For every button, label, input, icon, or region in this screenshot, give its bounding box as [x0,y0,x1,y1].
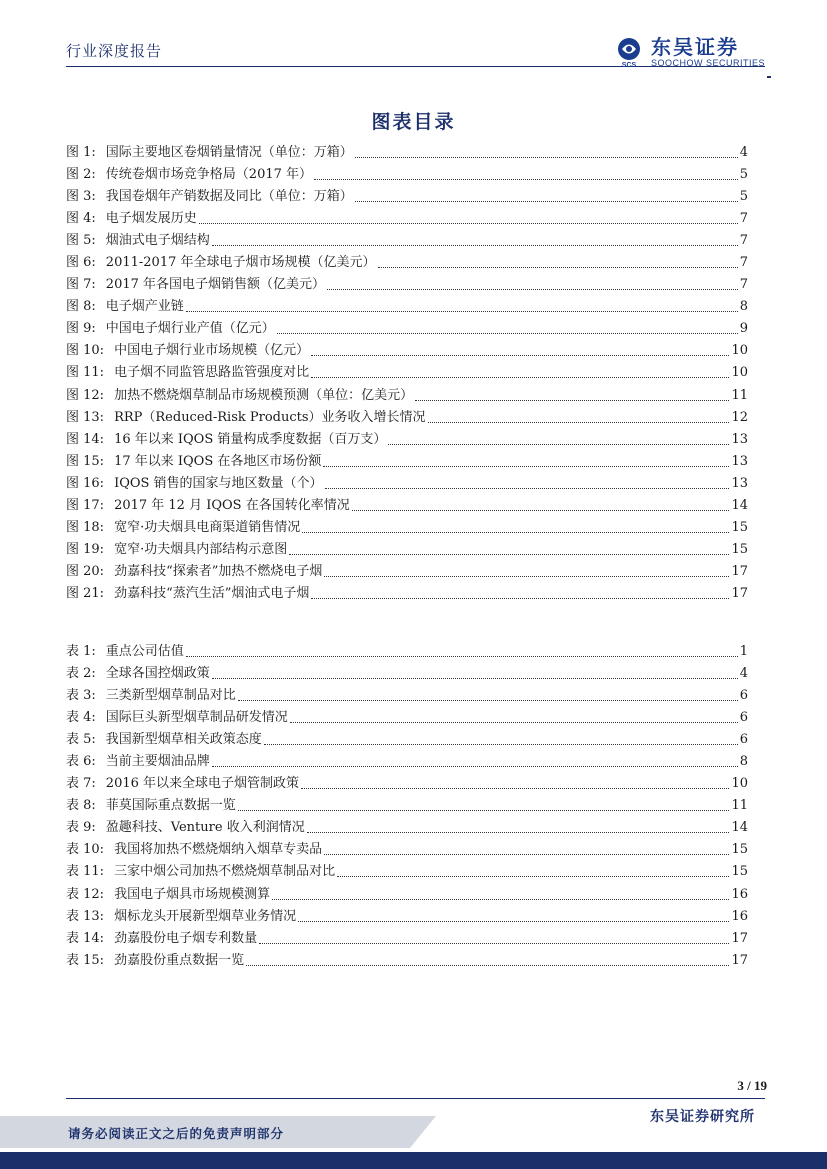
toc-entry-number: 表 14: [66,930,105,946]
toc-entry-number: 图 7: [66,277,96,293]
toc-dot-leader [186,647,738,657]
toc-entry-number: 表 12: [66,886,105,902]
footer-bottom-bar [0,1152,827,1169]
toc-entry-page: 7 [739,255,748,271]
toc-entry-page: 17 [731,585,748,601]
toc-dot-leader [212,757,738,767]
toc-entry-number: 图 3: [66,189,96,205]
toc-entry-label: 电子烟发展历史 [105,211,197,227]
toc-entry[interactable] [66,186,748,208]
toc-dot-leader [212,236,738,246]
toc-entry-number: 表 8: [66,798,96,814]
toc-entry-label: 当前主要烟油品牌 [105,754,210,770]
toc-entry[interactable] [66,707,748,729]
brand-logo-icon [613,36,645,68]
toc-dot-leader [337,867,729,877]
toc-entry-page: 13 [731,453,748,469]
toc-entry-number: 表 13: [66,908,105,924]
toc-dot-leader [352,501,730,511]
toc-entry-page: 6 [739,710,748,726]
toc-entry-number: 表 4: [66,710,96,726]
toc-entry-number: 图 6: [66,255,96,271]
toc-dot-leader [378,258,738,268]
toc-entry-number: 表 7: [66,776,96,792]
toc-dot-leader [415,391,729,401]
toc-entry-page: 10 [731,343,748,359]
toc-entry-page: 16 [731,886,748,902]
toc-entry-number: 图 4: [66,211,96,227]
toc-entry-page: 13 [731,431,748,447]
toc-entry-number: 图 14: [66,431,105,447]
toc-entry[interactable] [66,230,748,252]
toc-entry-page: 11 [731,798,748,814]
toc-dot-leader [298,912,729,922]
toc-entry-page: 6 [739,688,748,704]
toc-entry[interactable] [66,473,748,495]
toc-dot-leader [290,713,738,723]
toc-entry-page: 4 [739,666,748,682]
toc-entry-label: 我国卷烟年产销数据及同比（单位：万箱） [105,189,353,205]
toc-entry-page: 8 [739,299,748,315]
toc-entry-number: 图 11: [66,365,105,381]
toc-entry-label: 中国电子烟行业产值（亿元） [105,321,275,337]
toc-entry-number: 图 19: [66,541,105,557]
toc-dot-leader [324,845,729,855]
toc-entry-label: 2017 年各国电子烟销售额（亿美元） [105,277,326,293]
figure-toc [66,142,748,605]
toc-entry-label: 劲嘉科技“探索者”加热不燃烧电子烟 [114,563,323,579]
toc-entry[interactable] [66,252,748,274]
toc-entry-page: 10 [731,776,748,792]
toc-entry-number: 图 12: [66,387,105,403]
logo-en: SOOCHOW SECURITIES [650,58,765,68]
page-number: 3 / 19 [737,1078,767,1093]
toc-entry[interactable] [66,517,748,539]
toc-entry-label: 加热不燃烧烟草制品市场规模预测（单位：亿美元） [114,387,414,403]
toc-entry[interactable] [66,641,748,663]
toc-entry-label: 16 年以来 IQOS 销量构成季度数据（百万支） [114,431,387,447]
toc-dot-leader [388,435,729,445]
toc-dot-leader [355,192,738,202]
toc-entry-number: 图 13: [66,409,105,425]
toc-entry-page: 15 [731,864,748,880]
toc-entry-label: 全球各国控烟政策 [105,666,210,682]
toc-dot-leader [238,691,738,701]
toc-entry-label: 17 年以来 IQOS 在各地区市场份额 [114,453,322,469]
toc-entry[interactable] [66,385,748,407]
toc-entry[interactable] [66,340,748,362]
footer-band-tail [410,1116,436,1148]
toc-dot-leader [323,457,729,467]
toc-dot-leader [325,479,730,489]
toc-entry-label: 宽窄·功夫烟具内部结构示意图 [114,541,288,557]
toc-entry[interactable] [66,773,748,795]
toc-dot-leader [199,214,738,224]
table-toc [66,641,748,972]
toc-entry-number: 表 5: [66,732,96,748]
toc-dot-leader [311,589,729,599]
toc-entry-number: 图 8: [66,299,96,315]
toc-entry-label: 三家中烟公司加热不燃烧烟草制品对比 [114,864,336,880]
toc-dot-leader [355,148,738,158]
toc-dot-leader [212,669,738,679]
toc-entry-number: 表 10: [66,842,105,858]
toc-entry-label: RRP（Reduced-Risk Products）业务收入增长情况 [114,409,426,425]
toc-entry[interactable] [66,561,748,583]
toc-entry[interactable] [66,583,748,605]
toc-entry-number: 图 1: [66,145,96,160]
toc-dot-leader [311,368,729,378]
logo-cn: 东吴证券 [650,35,739,59]
toc-entry-number: 表 3: [66,688,96,704]
toc-entry[interactable] [66,861,748,883]
toc-entry-label: 烟油式电子烟结构 [105,233,210,249]
toc-entry[interactable] [66,663,748,685]
toc-entry-number: 图 20: [66,563,105,579]
toc-dot-leader [272,890,729,900]
toc-entry[interactable] [66,884,748,906]
toc-entry[interactable] [66,164,748,186]
toc-entry-page: 15 [731,842,748,858]
page-title: 图表目录 [371,111,456,133]
toc-entry-page: 5 [739,167,748,183]
toc-entry-number: 图 9: [66,321,96,337]
toc-entry-page: 7 [739,211,748,227]
toc-dot-leader [259,934,729,944]
toc-entry-label: 重点公司估值 [105,644,184,659]
toc-entry-label: 电子烟产业链 [105,299,184,315]
toc-entry-page: 10 [731,365,748,381]
toc-entry-number: 表 6: [66,754,96,770]
toc-entry-number: 图 18: [66,519,105,535]
toc-entry-number: 图 17: [66,497,105,513]
toc-entry-page: 17 [731,930,748,946]
toc-entry[interactable] [66,429,748,451]
toc-entry-label: 国际主要地区卷烟销量情况（单位：万箱） [105,145,353,160]
toc-entry[interactable] [66,318,748,340]
toc-entry[interactable] [66,906,748,928]
toc-dot-leader [324,567,729,577]
toc-entry-number: 表 15: [66,952,105,968]
toc-entry-page: 4 [739,145,748,160]
toc-dot-leader [314,170,738,180]
toc-dot-leader [277,324,738,334]
toc-entry[interactable] [66,795,748,817]
toc-entry-label: 我国将加热不燃烧烟纳入烟草专卖品 [114,842,323,858]
logo-mark-text: SCS [621,62,637,68]
toc-entry-page: 8 [739,754,748,770]
toc-entry-page: 17 [731,563,748,579]
toc-entry[interactable] [66,296,748,318]
toc-entry-label: 盈趣科技、Venture 收入利润情况 [105,820,305,836]
toc-entry[interactable] [66,451,748,473]
toc-entry-page: 6 [739,732,748,748]
logo-tick-mark [767,76,771,78]
toc-entry[interactable] [66,928,748,950]
toc-entry-label: 宽窄·功夫烟具电商渠道销售情况 [114,519,301,535]
toc-dot-leader [186,302,738,312]
toc-dot-leader [327,280,738,290]
toc-entry-label: 国际巨头新型烟草制品研发情况 [105,710,288,726]
toc-entry-page: 1 [739,644,748,659]
footer-rule [66,1098,765,1099]
toc-entry-label: 我国电子烟具市场规模测算 [114,886,271,902]
toc-entry-page: 14 [731,820,748,836]
footer-organization: 东吴证券研究所 [650,1109,755,1125]
toc-entry-label: 2016 年以来全球电子烟管制政策 [105,776,300,792]
toc-dot-leader [311,346,729,356]
header-section-label: 行业深度报告 [66,42,163,60]
toc-entry-number: 图 5: [66,233,96,249]
toc-entry-page: 13 [731,475,748,491]
toc-entry-label: 劲嘉股份电子烟专利数量 [114,930,258,946]
toc-entry[interactable] [66,495,748,517]
toc-entry-page: 15 [731,541,748,557]
toc-entry[interactable] [66,817,748,839]
toc-entry-number: 表 1: [66,644,96,659]
toc-entry-label: IQOS 销售的国家与地区数量（个） [114,475,323,491]
toc-dot-leader [289,545,729,555]
toc-entry[interactable] [66,539,748,561]
toc-entry-number: 图 21: [66,585,105,601]
toc-entry-label: 劲嘉科技“蒸汽生活”烟油式电子烟 [114,585,310,601]
toc-entry-label: 电子烟不同监管思路监管强度对比 [114,365,310,381]
toc-entry-label: 2011-2017 年全球电子烟市场规模（亿美元） [105,255,376,271]
toc-entry-label: 三类新型烟草制品对比 [105,688,236,704]
toc-dot-leader [302,523,729,533]
toc-entry-page: 15 [731,519,748,535]
toc-entry-label: 菲莫国际重点数据一览 [105,798,236,814]
toc-entry[interactable] [66,142,748,164]
toc-entry-number: 图 2: [66,167,96,183]
toc-entry-label: 2017 年 12 月 IQOS 在各国转化率情况 [114,497,350,513]
toc-entry[interactable] [66,685,748,707]
toc-entry-page: 17 [731,952,748,968]
toc-entry[interactable] [66,208,748,230]
toc-entry-page: 14 [731,497,748,513]
toc-entry-number: 图 10: [66,343,105,359]
toc-entry[interactable] [66,751,748,773]
toc-dot-leader [246,956,729,966]
toc-dot-leader [301,779,729,789]
toc-entry-label: 中国电子烟行业市场规模（亿元） [114,343,310,359]
toc-entry-page: 16 [731,908,748,924]
toc-entry-number: 图 15: [66,453,105,469]
toc-entry[interactable] [66,950,748,972]
toc-entry-page: 5 [739,189,748,205]
toc-entry[interactable] [66,362,748,384]
toc-entry[interactable] [66,839,748,861]
toc-entry-label: 烟标龙头开展新型烟草业务情况 [114,908,297,924]
toc-entry-label: 我国新型烟草相关政策态度 [105,732,262,748]
toc-entry-number: 表 9: [66,820,96,836]
logo [613,36,765,68]
toc-entry-label: 传统卷烟市场竞争格局（2017 年） [105,167,313,183]
toc-entry-number: 图 16: [66,475,105,491]
toc-entry-label: 劲嘉股份重点数据一览 [114,952,245,968]
toc-entry-page: 11 [731,387,748,403]
toc-entry-page: 7 [739,277,748,293]
toc-entry[interactable] [66,407,748,429]
toc-entry-page: 12 [731,409,748,425]
toc-entry[interactable] [66,729,748,751]
toc-dot-leader [238,801,730,811]
toc-entry-number: 表 2: [66,666,96,682]
footer-disclaimer-note: 请务必阅读正文之后的免责声明部分 [68,1126,285,1141]
toc-dot-leader [264,735,738,745]
toc-entry-number: 表 11: [66,864,105,880]
toc-entry[interactable] [66,274,748,296]
toc-entry-page: 9 [739,321,748,337]
toc-dot-leader [428,413,730,423]
toc-entry-page: 7 [739,233,748,249]
toc-dot-leader [307,823,730,833]
